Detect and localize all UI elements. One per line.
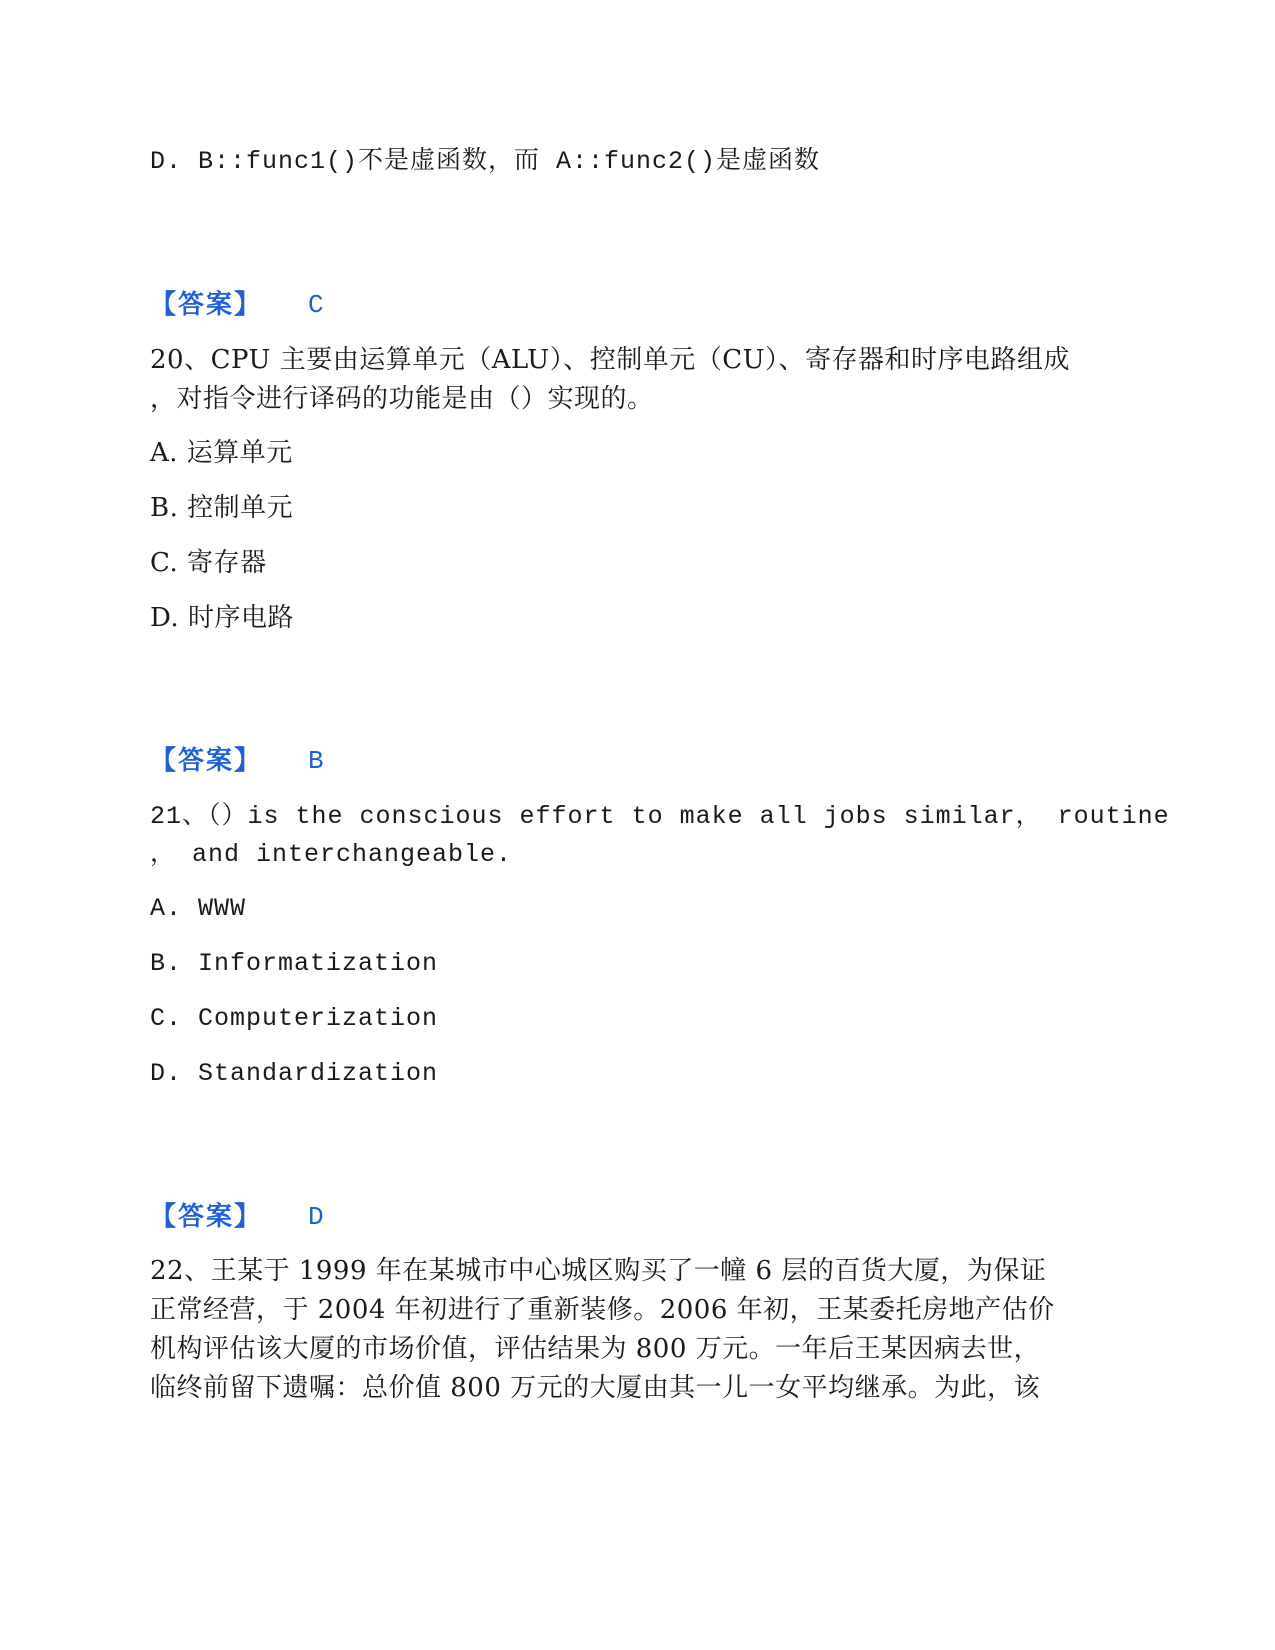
q21-stem-line1: 21、（）is the conscious effort to make all jobs similar， routine [150, 802, 1170, 831]
answer-label: 【答案】 [150, 290, 263, 320]
q20-option-a: A. 运算单元 [150, 438, 293, 468]
q20-option-b: B. 控制单元 [150, 493, 294, 523]
q19-option-d: D. B::func1()不是虚函数，而 A::func2()是虚函数 [150, 147, 821, 176]
q21-stem-line2: ， and interchangeable. [150, 840, 513, 869]
answer-value: D [308, 1202, 324, 1232]
q20-option-c: C. 寄存器 [150, 548, 267, 578]
answer-value: B [308, 746, 324, 776]
q22-stem-line4: 临终前留下遗嘱：总价值 800 万元的大厦由其一儿一女平均继承。为此，该 [150, 1373, 1041, 1403]
q21-option-c: C. Computerization [150, 1004, 439, 1033]
q22-stem-line1: 22、王某于 1999 年在某城市中心城区购买了一幢 6 层的百货大厦，为保证 [150, 1256, 1047, 1286]
q21-option-a: A. WWW [150, 894, 247, 923]
q21-answer [150, 1202, 324, 1232]
q22-stem-line2: 正常经营，于 2004 年初进行了重新装修。2006 年初，王某委托房地产估价 [150, 1295, 1055, 1325]
answer-label: 【答案】 [150, 746, 263, 776]
q21-option-b: B. Informatization [150, 949, 439, 978]
answer-label: 【答案】 [150, 1202, 263, 1232]
q20-stem-line1: 20、CPU 主要由运算单元（ALU）、控制单元（CU）、寄存器和时序电路组成 [150, 345, 1071, 375]
q22-stem-line3: 机构评估该大厦的市场价值，评估结果为 800 万元。一年后王某因病去世， [150, 1334, 1041, 1364]
q21-option-d: D. Standardization [150, 1059, 439, 1088]
q20-answer [150, 746, 324, 776]
q19-answer [150, 290, 324, 320]
q20-option-d: D. 时序电路 [150, 603, 294, 633]
answer-value: C [308, 290, 324, 320]
q20-stem-line2: ，对指令进行译码的功能是由（）实现的。 [150, 384, 654, 414]
